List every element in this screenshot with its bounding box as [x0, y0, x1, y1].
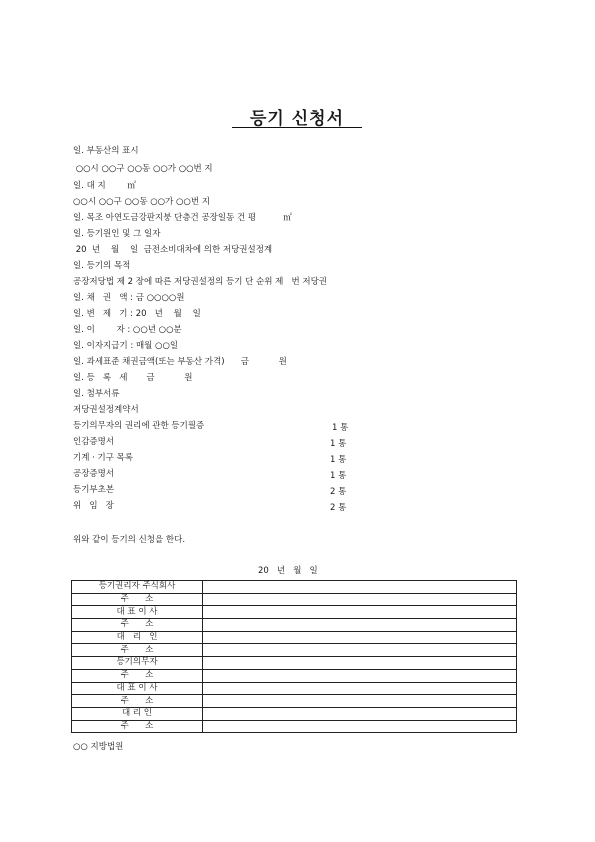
attachment-name: 공장증명서	[73, 469, 115, 479]
attachment-count: 1 통	[330, 439, 347, 449]
application-statement: 위와 같이 등기의 신청을 한다.	[73, 535, 186, 545]
table-row	[72, 581, 517, 594]
text-line: 저당권설정계약서	[73, 405, 139, 415]
attachment-name: 등기부초본	[73, 485, 115, 495]
table-row-value	[203, 593, 517, 606]
table-row	[72, 657, 517, 670]
table-row-value	[203, 669, 517, 682]
table-row	[72, 631, 517, 644]
title-underline	[232, 127, 362, 128]
attachment-count: 1 통	[330, 455, 347, 465]
table-row	[72, 707, 517, 720]
attachment-count: 1 통	[332, 423, 349, 433]
text-line: 일. 과세표준 채권금액(또는 부동산 가격) 금 원	[73, 357, 287, 367]
text-line: ○○시 ○○구 ○○동 ○○가 ○○번 지	[73, 197, 210, 207]
table-row-value	[203, 695, 517, 708]
table-row-value	[203, 707, 517, 720]
table-row-value	[203, 657, 517, 670]
table-row-label: 주 소	[72, 593, 203, 606]
text-line: 일. 이 자 : ○○년 ○○분	[73, 325, 182, 335]
attachment-count: 2 통	[330, 503, 347, 513]
table-row-value	[203, 606, 517, 619]
text-line: 20 년 월 일 금전소비대차에 의한 저당권설정계	[73, 245, 273, 255]
table-row	[72, 593, 517, 606]
table-row-label: 주 소	[72, 619, 203, 632]
text-line: ○○시 ○○구 ○○동 ○○가 ○○번 지	[73, 164, 213, 174]
table-row	[72, 644, 517, 657]
table-row-label: 주 소	[72, 669, 203, 682]
table-row-label: 등기권리자 주식회사	[72, 581, 203, 594]
table-row	[72, 720, 517, 733]
table-row-value	[203, 581, 517, 594]
table-row-label: 대 표 이 사	[72, 606, 203, 619]
page-title: 등기 신청서	[249, 109, 345, 129]
court-name: ○○ 지방법원	[73, 742, 124, 752]
table-row-value	[203, 619, 517, 632]
table-row	[72, 682, 517, 695]
text-line: 일. 등기원인 및 그 일자	[73, 229, 161, 239]
table-row-label: 주 소	[72, 695, 203, 708]
table-row-value	[203, 631, 517, 644]
registration-parties-table	[71, 580, 517, 733]
application-date: 20 년 월 일	[258, 566, 318, 576]
attachment-count: 2 통	[330, 487, 347, 497]
attachment-name: 기계 · 기구 목록	[73, 453, 134, 463]
text-line: 일. 이자지급기 : 매월 ○○일	[73, 341, 179, 351]
table-row	[72, 619, 517, 632]
text-line: 일. 등 록 세 금 원	[73, 373, 193, 383]
text-line: 일. 목조 아연도금강판지붕 단층건 공장일동 건 평 ㎡	[73, 213, 292, 223]
attachment-name: 인감증명서	[73, 437, 115, 447]
table-row	[72, 669, 517, 682]
text-line: 일. 부동산의 표시	[73, 146, 139, 156]
text-line: 일. 대 지 ㎡	[73, 181, 136, 191]
table-row-label: 대 리 인	[72, 631, 203, 644]
table-row	[72, 695, 517, 708]
attachment-name: 등기의무자의 권리에 관한 등기필증	[73, 421, 205, 431]
table-row-value	[203, 720, 517, 733]
table-row-value	[203, 682, 517, 695]
text-line: 일. 등기의 목적	[73, 261, 131, 271]
table-row-label: 주 소	[72, 720, 203, 733]
text-line: 일. 변 제 기 : 20 년 월 일	[73, 309, 201, 319]
attachment-name: 위 임 장	[73, 501, 114, 511]
table-row	[72, 606, 517, 619]
attachment-count: 1 통	[330, 471, 347, 481]
table-row-value	[203, 644, 517, 657]
table-row-label: 대 표 이 사	[72, 682, 203, 695]
table-row-label: 등기의무자	[72, 657, 203, 670]
text-line: 일. 첨부서류	[73, 389, 120, 399]
table-row-label: 주 소	[72, 644, 203, 657]
table-row-label: 대 리 인	[72, 707, 203, 720]
text-line: 공장저당법 제 2 장에 따른 저당권설정의 등기 단 순위 제 번 저당권	[73, 277, 328, 287]
text-line: 일. 채 권 액 : 금 ○○○○원	[73, 293, 185, 303]
